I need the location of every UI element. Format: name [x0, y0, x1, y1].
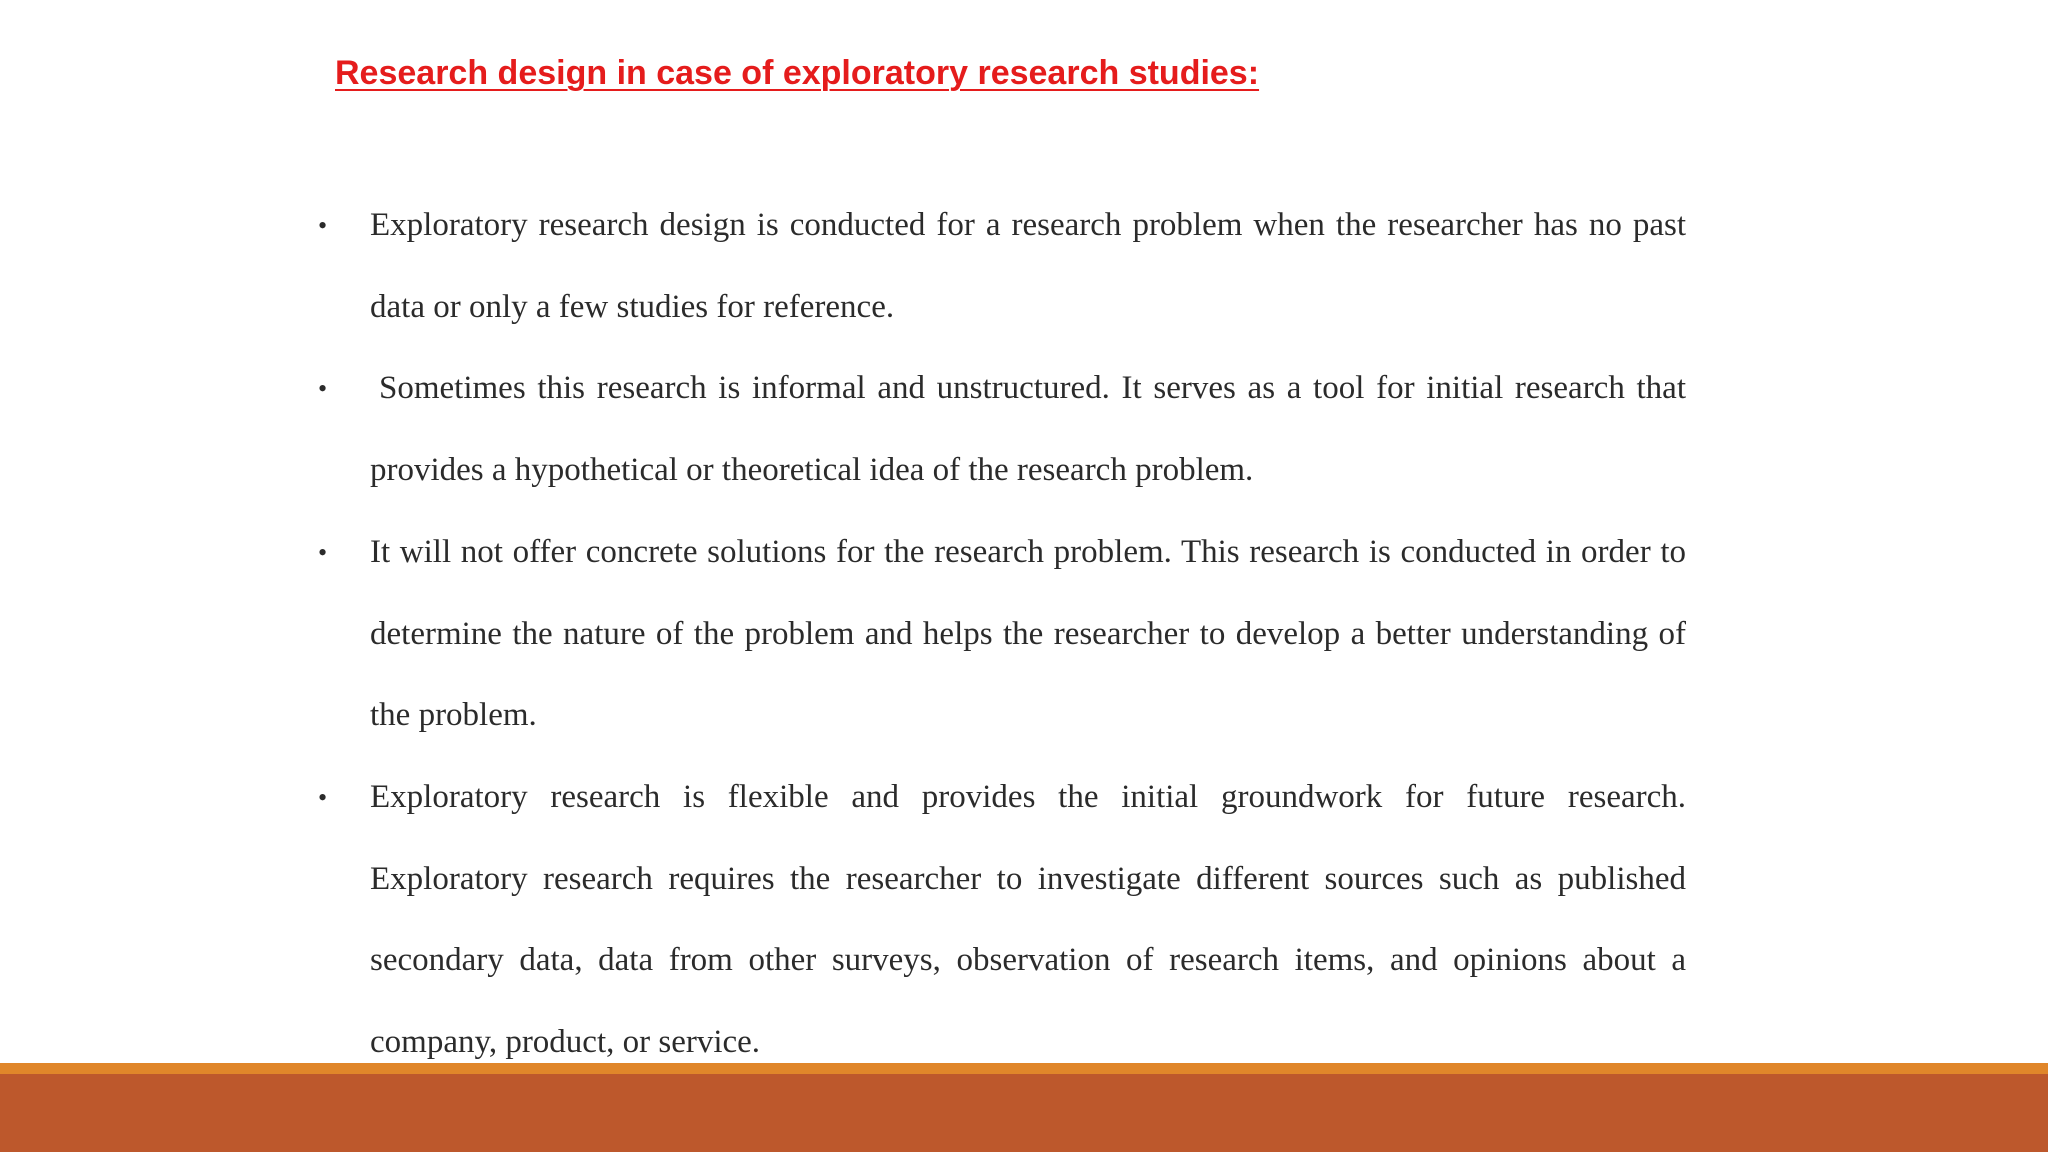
bullet-dot-icon: • [318, 374, 328, 404]
slide-title: Research design in case of exploratory research studies: [335, 54, 1260, 92]
bullet-text: It will not offer concrete solutions for the research problem. This research is conducted in order to determine the nature of the problem and helps the researcher to develop a better understanding of the problem. [370, 533, 1686, 734]
bullet-text: Sometimes this research is informal and unstructured. It serves as a tool for initial research that provides a hypothetical or theoretical idea of the research problem. [370, 370, 1686, 489]
bullet-dot-icon: • [318, 782, 328, 812]
bullet-item [318, 348, 1686, 511]
bullet-item [318, 185, 1686, 348]
footer-band [0, 1074, 2048, 1152]
footer-stripe [0, 1063, 2048, 1074]
bullet-item [318, 512, 1686, 757]
bullet-item [318, 757, 1686, 1084]
bullet-text: Exploratory research design is conducted for a research problem when the researcher has no past data or only a few studies for reference. [370, 207, 1686, 325]
bullet-dot-icon: • [318, 211, 328, 240]
bullet-dot-icon: • [318, 537, 328, 567]
bullet-list [318, 185, 1686, 1084]
bullet-text: Exploratory research is flexible and provides the initial groundwork for future research. Exploratory research requires the researcher to investigate different sources such as published secondary data, data from other surveys, observation of research items, and opinions about a company, product, or service. [370, 778, 1686, 1061]
